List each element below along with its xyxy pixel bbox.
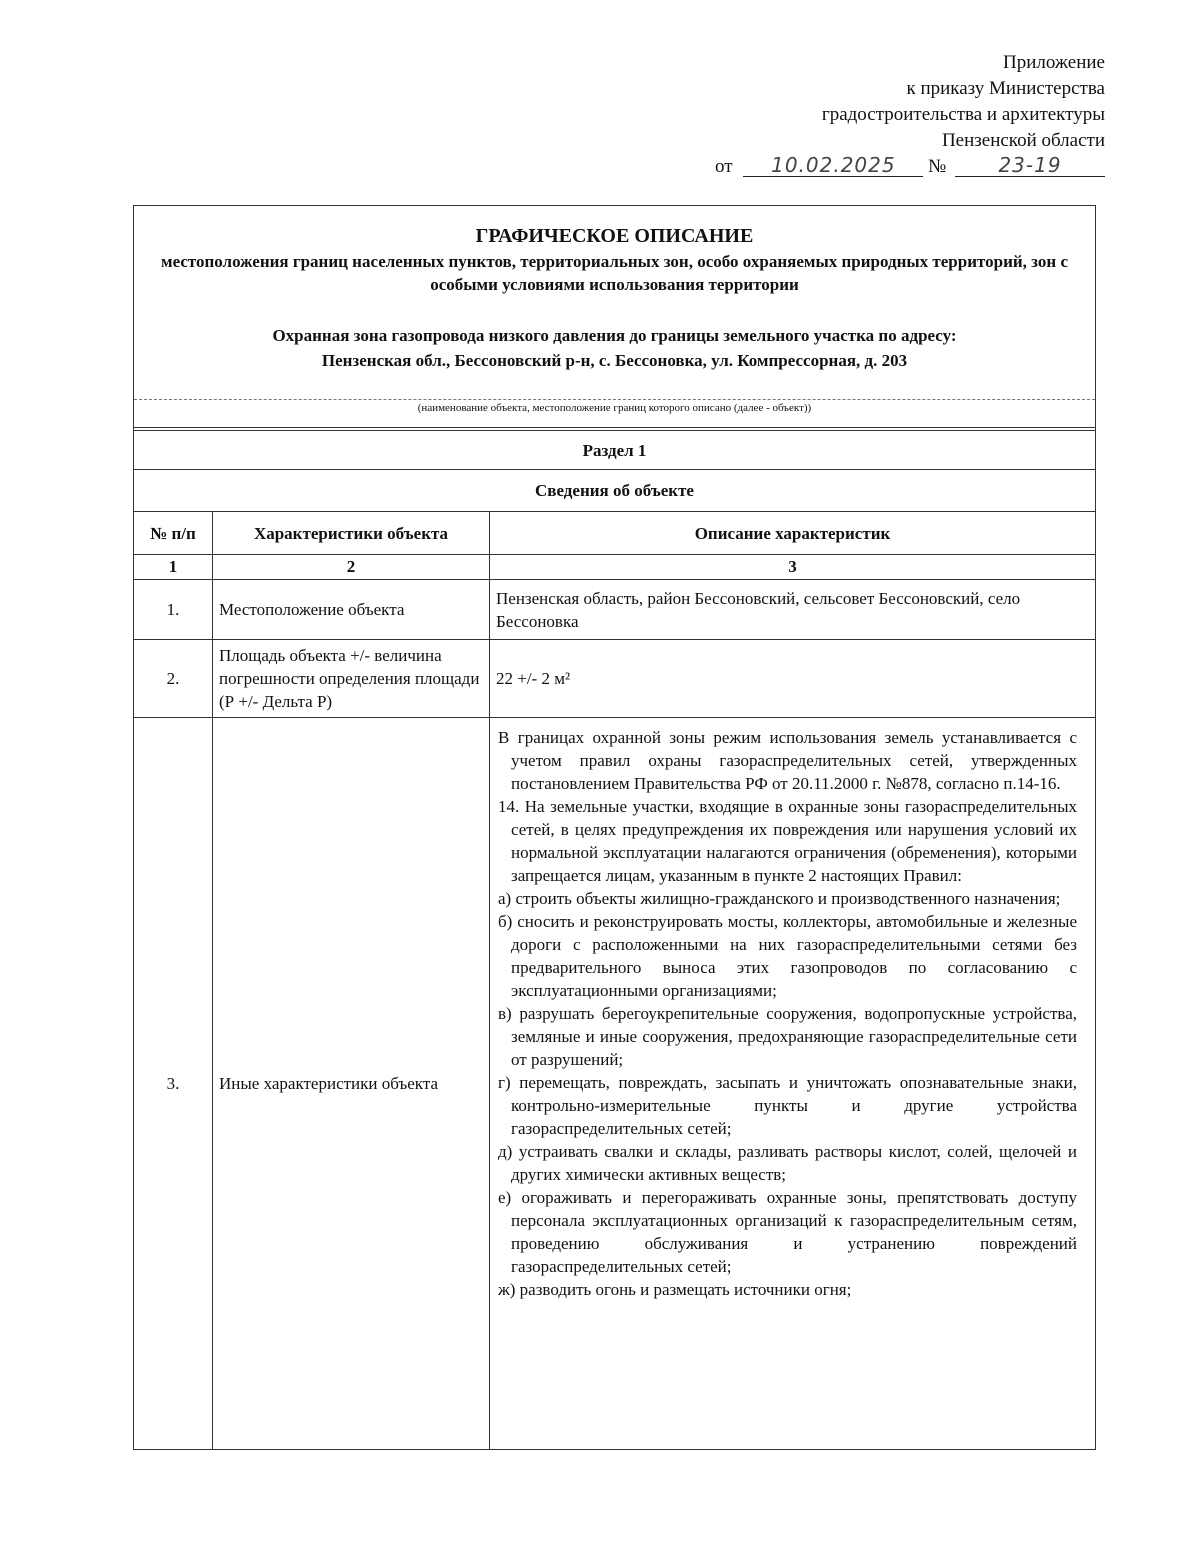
row-description: Пензенская область, район Бессоновский, сельсовет Бессоновский, село Бессоновка: [490, 580, 1096, 640]
object-info-table: [134, 512, 1095, 1450]
appendix-line: градостроительства и архитектуры: [821, 104, 1105, 125]
column-number: 1: [134, 555, 213, 580]
object-line-1: Охранная зона газопровода низкого давления до границы земельного участка по адресу:: [272, 326, 957, 345]
appendix-line: к приказу Министерства: [906, 78, 1105, 99]
number-label: №: [928, 156, 947, 177]
restriction-paragraph: 14. На земельные участки, входящие в охранные зоны газораспределительных сетей, в целях предупреждения их повреждения или нарушения условий их нормальной эксплуатации налагаются ограничения (обременения), которыми запрещается лицам, указанным в пункте 2 настоящих Правил:: [498, 797, 1077, 885]
restriction-paragraph: д) устраивать свалки и склады, разливать растворы кислот, солей, щелочей и других химически активных веществ;: [498, 1142, 1077, 1184]
restriction-paragraph: г) перемещать, повреждать, засыпать и уничтожать опознавательные знаки, контрольно-измерительные пункты и другие устройства газораспределительных сетей;: [498, 1073, 1077, 1138]
header-characteristic: Характеристики объекта: [213, 512, 490, 555]
restriction-paragraph: В границах охранной зоны режим использования земель устанавливается с учетом правил охраны газораспределительных сетей, утвержденных постановлением Правительства РФ от 20.11.2000 г. №878, согласно п.14-16.: [498, 728, 1077, 793]
table-row: [134, 640, 1095, 718]
object-line-2: Пензенская обл., Бессоновский р-н, с. Бессоновка, ул. Компрессорная, д. 203: [321, 351, 908, 370]
row-characteristic: Иные характеристики объекта: [213, 718, 490, 1450]
restriction-paragraph: в) разрушать берегоукрепительные сооружения, водопропускные устройства, земляные и иные сооружения, предохраняющие газораспределительные сети от разрушений;: [498, 1004, 1077, 1069]
row-number: 1.: [134, 580, 213, 640]
appendix-block: [715, 50, 1105, 180]
from-label: от: [715, 156, 733, 177]
table-row: [134, 718, 1095, 1450]
title-block: [134, 206, 1095, 400]
row-characteristic: Местоположение объекта: [213, 580, 490, 640]
restriction-paragraph: ж) разводить огонь и размещать источники огня;: [498, 1280, 852, 1299]
table-row: [134, 580, 1095, 640]
document-heading: ГРАФИЧЕСКОЕ ОПИСАНИЕ: [475, 225, 754, 247]
section-title: Раздел 1: [134, 430, 1095, 470]
restriction-paragraph: б) сносить и реконструировать мосты, коллекторы, автомобильные и железные дороги с расположенными на них газораспределительными сетями без предварительного выноса этих газопроводов по согласованию с эксплуатационными организациями;: [498, 912, 1077, 1000]
handwritten-date: 10.02.2025: [743, 154, 923, 177]
header-row: [134, 512, 1095, 555]
handwritten-number: 23-19: [955, 154, 1105, 177]
object-caption: (наименование объекта, местоположение границ которого описано (далее - объект)): [134, 400, 1095, 428]
row-characteristic: Площадь объекта +/- величина погрешности определения площади (Р +/- Дельта Р): [213, 640, 490, 718]
order-date-number: [715, 154, 1105, 180]
column-number: 2: [213, 555, 490, 580]
appendix-line: Приложение: [1003, 52, 1105, 73]
row-number: 2.: [134, 640, 213, 718]
appendix-line: Пензенской области: [941, 130, 1105, 151]
restrictions-list: [490, 718, 1096, 1450]
row-number: 3.: [134, 718, 213, 1450]
document-sheet: [133, 205, 1096, 1450]
document-subheading: местоположения границ населенных пунктов, территориальных зон, особо охраняемых природных территорий, зон с особыми условиями использования территории: [160, 252, 1068, 294]
restriction-paragraph: е) огораживать и перегораживать охранные зоны, препятствовать доступу персонала эксплуатационных организаций к газораспределительным сетям, проведению обслуживания и устранению повреждений газораспределительных сетей;: [498, 1188, 1077, 1276]
header-description: Описание характеристик: [490, 512, 1096, 555]
column-number: 3: [490, 555, 1096, 580]
header-num: № п/п: [134, 512, 213, 555]
restriction-paragraph: а) строить объекты жилищно-гражданского и производственного назначения;: [498, 889, 1061, 908]
row-description: 22 +/- 2 м²: [490, 640, 1096, 718]
column-number-row: [134, 555, 1095, 580]
section-subtitle: Сведения об объекте: [134, 470, 1095, 512]
